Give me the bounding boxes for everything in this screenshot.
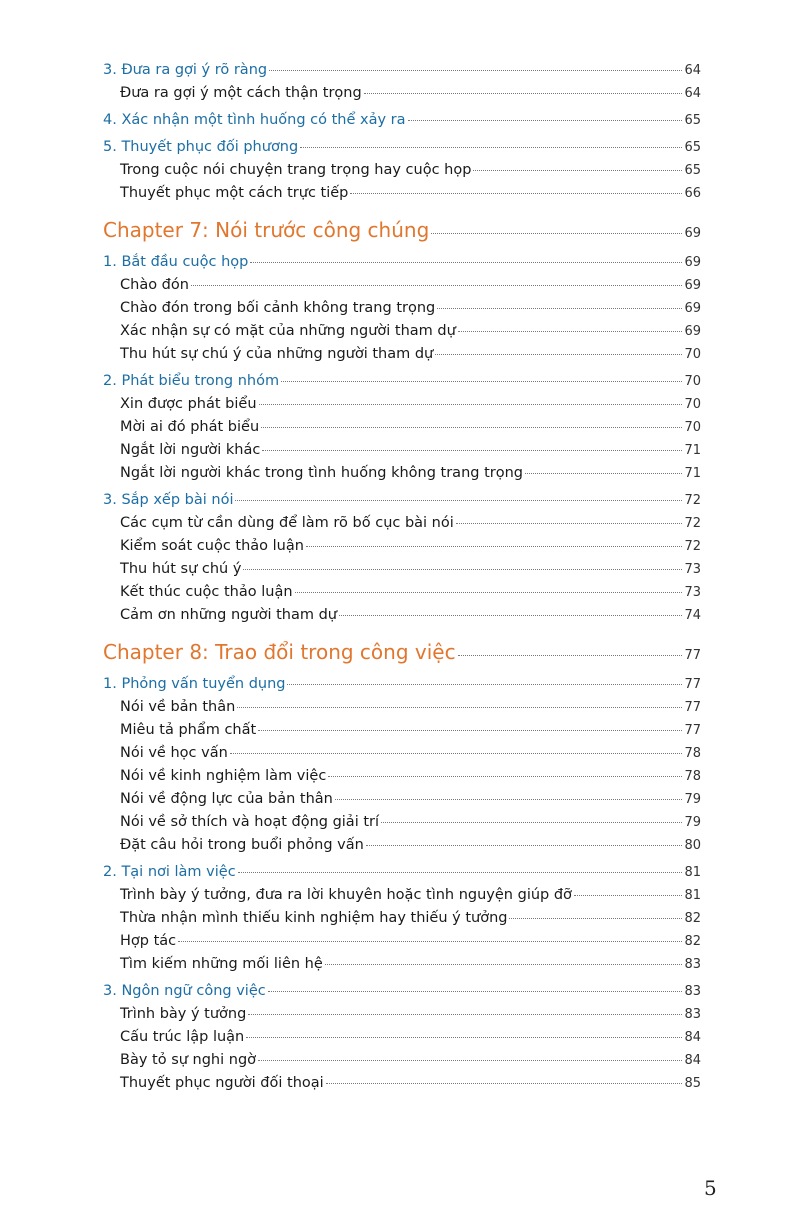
- toc-item[interactable]: [103, 465, 701, 488]
- dot-leader: [281, 381, 682, 382]
- toc-entry-title: 2. Tại nơi làm việc: [103, 864, 236, 880]
- toc-entry-page: 69: [684, 278, 701, 293]
- toc-entry-page: 80: [684, 838, 701, 853]
- toc-entry-title: Thu hút sự chú ý: [120, 561, 242, 577]
- toc-entry-page: 79: [684, 815, 701, 830]
- toc-entry-title: 2. Phát biểu trong nhóm: [103, 373, 280, 389]
- toc-entry-page: 77: [684, 648, 701, 663]
- toc-entry-title: Thu hút sự chú ý của những người tham dự: [120, 346, 434, 362]
- toc-entry-page: 69: [684, 324, 701, 339]
- toc-item[interactable]: [103, 910, 701, 933]
- dot-leader: [248, 1014, 682, 1015]
- toc-entry-title: Trình bày ý tưởng, đưa ra lời khuyên hoặc tình nguyện giúp đỡ: [120, 887, 572, 903]
- toc-item[interactable]: [103, 584, 701, 607]
- toc-entry-title: 1. Phỏng vấn tuyển dụng: [103, 676, 286, 692]
- toc-item[interactable]: [103, 768, 701, 791]
- dot-leader: [238, 872, 683, 873]
- toc-entry-page: 73: [684, 585, 701, 600]
- toc-entry-page: 77: [684, 723, 701, 738]
- dot-leader: [525, 473, 682, 474]
- toc-item[interactable]: [103, 277, 701, 300]
- toc-entry-page: 65: [684, 163, 701, 178]
- dot-leader: [350, 193, 682, 194]
- toc-entry-title: Đưa ra gợi ý một cách thận trọng: [120, 85, 362, 101]
- dot-leader: [237, 707, 682, 708]
- toc-entry-page: 70: [684, 397, 701, 412]
- toc-item[interactable]: [103, 346, 701, 369]
- toc-entry-page: 73: [684, 562, 701, 577]
- toc-entry-title: Cảm ơn những người tham dự: [120, 607, 337, 623]
- toc-entry-page: 81: [684, 888, 701, 903]
- toc-entry-title: Đặt câu hỏi trong buổi phỏng vấn: [120, 837, 364, 853]
- toc-entry-title: 4. Xác nhận một tình huống có thể xảy ra: [103, 112, 406, 128]
- toc-entry-title: Xác nhận sự có mặt của những người tham dự: [120, 323, 456, 339]
- toc-item[interactable]: [103, 837, 701, 860]
- dot-leader: [250, 262, 682, 263]
- toc-entry-page: 77: [684, 677, 701, 692]
- toc-item[interactable]: [103, 956, 701, 979]
- dot-leader: [408, 120, 683, 121]
- toc-item[interactable]: [103, 162, 701, 185]
- toc-entry-page: 64: [684, 86, 701, 101]
- toc-entry-title: Nói về học vấn: [120, 745, 228, 761]
- toc-item[interactable]: [103, 887, 701, 910]
- page-number: 5: [704, 1176, 717, 1200]
- toc-entry-title: Nói về sở thích và hoạt động giải trí: [120, 814, 380, 830]
- dot-leader: [574, 895, 683, 896]
- toc-entry-title: Miêu tả phẩm chất: [120, 722, 257, 738]
- toc-item[interactable]: [103, 300, 701, 323]
- toc-entry-title: Thừa nhận mình thiếu kinh nghiệm hay thiếu ý tưởng: [120, 910, 508, 926]
- dot-leader: [458, 331, 683, 332]
- toc-entry-page: 83: [684, 1007, 701, 1022]
- dot-leader: [381, 822, 682, 823]
- dot-leader: [306, 546, 683, 547]
- toc-entry-page: 84: [684, 1030, 701, 1045]
- toc-item[interactable]: [103, 814, 701, 837]
- toc-entry-page: 85: [684, 1076, 701, 1091]
- toc-entry-page: 65: [684, 113, 701, 128]
- dot-leader: [431, 233, 682, 234]
- toc-entry-title: 3. Ngôn ngữ công việc: [103, 983, 266, 999]
- dot-leader: [269, 70, 682, 71]
- toc-entry-page: 65: [684, 140, 701, 155]
- toc-entry-title: Chào đón trong bối cảnh không trang trọng: [120, 300, 436, 316]
- toc-entry-title: Chapter 8: Trao đổi trong công việc: [103, 640, 456, 664]
- toc-entry-page: 69: [684, 255, 701, 270]
- dot-leader: [366, 845, 683, 846]
- toc-entry-title: Nói về động lực của bản thân: [120, 791, 333, 807]
- toc-item[interactable]: [103, 699, 701, 722]
- toc-section[interactable]: [103, 62, 701, 85]
- toc-entry-title: Trình bày ý tưởng: [120, 1006, 247, 1022]
- toc-entry-title: Nói về kinh nghiệm làm việc: [120, 768, 327, 784]
- toc-entry-page: 82: [684, 934, 701, 949]
- toc-section[interactable]: [103, 492, 701, 515]
- toc-entry-title: 1. Bắt đầu cuộc họp: [103, 254, 249, 270]
- dot-leader: [339, 615, 682, 616]
- toc-entry-title: Ngắt lời người khác trong tình huống không trang trọng: [120, 465, 523, 481]
- toc-entry-title: Ngắt lời người khác: [120, 442, 261, 458]
- toc-entry-page: 70: [684, 347, 701, 362]
- dot-leader: [435, 354, 682, 355]
- toc-item[interactable]: [103, 185, 701, 208]
- toc-item[interactable]: [103, 607, 701, 630]
- toc-item[interactable]: [103, 323, 701, 346]
- dot-leader: [456, 523, 683, 524]
- toc-entry-title: Chapter 7: Nói trước công chúng: [103, 218, 430, 242]
- toc-entry-page: 72: [684, 493, 701, 508]
- toc-entry-page: 78: [684, 746, 701, 761]
- toc-entry-page: 66: [684, 186, 701, 201]
- dot-leader: [268, 991, 683, 992]
- toc-entry-page: 72: [684, 539, 701, 554]
- toc-entry-page: 77: [684, 700, 701, 715]
- toc-entry-title: Chào đón: [120, 277, 189, 293]
- toc-item[interactable]: [103, 1029, 701, 1052]
- toc-entry-page: 70: [684, 420, 701, 435]
- toc-entry-title: Thuyết phục người đối thoại: [120, 1075, 324, 1091]
- toc-entry-page: 83: [684, 957, 701, 972]
- toc-item[interactable]: [103, 396, 701, 419]
- toc-item[interactable]: [103, 1052, 701, 1075]
- toc-section[interactable]: [103, 676, 701, 699]
- toc-item[interactable]: [103, 561, 701, 584]
- toc-entry-title: Các cụm từ cần dùng để làm rõ bố cục bài nói: [120, 515, 454, 531]
- table-of-contents: [103, 62, 701, 1098]
- toc-section[interactable]: [103, 864, 701, 887]
- toc-entry-title: Hợp tác: [120, 933, 177, 949]
- dot-leader: [458, 655, 683, 656]
- toc-entry-page: 82: [684, 911, 701, 926]
- toc-entry-page: 72: [684, 516, 701, 531]
- dot-leader: [258, 1060, 682, 1061]
- toc-item[interactable]: [103, 85, 701, 108]
- dot-leader: [191, 285, 683, 286]
- toc-entry-page: 69: [684, 226, 701, 241]
- dot-leader: [178, 941, 682, 942]
- toc-item[interactable]: [103, 745, 701, 768]
- toc-item[interactable]: [103, 1075, 701, 1098]
- toc-entry-page: 81: [684, 865, 701, 880]
- toc-entry-page: 74: [684, 608, 701, 623]
- dot-leader: [326, 1083, 683, 1084]
- dot-leader: [364, 93, 683, 94]
- toc-entry-title: Kết thúc cuộc thảo luận: [120, 584, 293, 600]
- toc-entry-title: Bày tỏ sự nghi ngờ: [120, 1052, 257, 1068]
- dot-leader: [287, 684, 682, 685]
- dot-leader: [261, 427, 682, 428]
- toc-item[interactable]: [103, 791, 701, 814]
- dot-leader: [230, 753, 683, 754]
- toc-chapter[interactable]: [103, 218, 701, 250]
- toc-chapter[interactable]: [103, 640, 701, 672]
- dot-leader: [246, 1037, 682, 1038]
- toc-entry-title: 5. Thuyết phục đối phương: [103, 139, 299, 155]
- toc-entry-title: Mời ai đó phát biểu: [120, 419, 260, 435]
- toc-item[interactable]: [103, 1006, 701, 1029]
- toc-entry-title: Tìm kiếm những mối liên hệ: [120, 956, 323, 972]
- toc-entry-page: 79: [684, 792, 701, 807]
- dot-leader: [243, 569, 682, 570]
- toc-item[interactable]: [103, 442, 701, 465]
- dot-leader: [328, 776, 682, 777]
- dot-leader: [235, 500, 682, 501]
- toc-entry-title: Kiểm soát cuộc thảo luận: [120, 538, 304, 554]
- toc-entry-title: Cấu trúc lập luận: [120, 1029, 245, 1045]
- toc-entry-page: 83: [684, 984, 701, 999]
- toc-entry-page: 71: [684, 443, 701, 458]
- toc-entry-title: 3. Đưa ra gợi ý rõ ràng: [103, 62, 268, 78]
- toc-entry-page: 84: [684, 1053, 701, 1068]
- dot-leader: [509, 918, 682, 919]
- toc-entry-title: 3. Sắp xếp bài nói: [103, 492, 234, 508]
- dot-leader: [300, 147, 682, 148]
- toc-section[interactable]: [103, 139, 701, 162]
- dot-leader: [335, 799, 683, 800]
- toc-section[interactable]: [103, 373, 701, 396]
- toc-entry-page: 64: [684, 63, 701, 78]
- toc-entry-page: 70: [684, 374, 701, 389]
- toc-item[interactable]: [103, 515, 701, 538]
- toc-entry-title: Trong cuộc nói chuyện trang trọng hay cuộc họp: [120, 162, 472, 178]
- toc-item[interactable]: [103, 538, 701, 561]
- dot-leader: [259, 404, 683, 405]
- dot-leader: [258, 730, 682, 731]
- toc-entry-title: Nói về bản thân: [120, 699, 236, 715]
- dot-leader: [262, 450, 682, 451]
- toc-section[interactable]: [103, 254, 701, 277]
- toc-item[interactable]: [103, 722, 701, 745]
- toc-item[interactable]: [103, 933, 701, 956]
- dot-leader: [325, 964, 683, 965]
- toc-section[interactable]: [103, 983, 701, 1006]
- toc-entry-title: Xin được phát biểu: [120, 396, 257, 412]
- dot-leader: [473, 170, 682, 171]
- toc-entry-title: Thuyết phục một cách trực tiếp: [120, 185, 349, 201]
- toc-entry-page: 71: [684, 466, 701, 481]
- toc-item[interactable]: [103, 419, 701, 442]
- toc-entry-page: 78: [684, 769, 701, 784]
- dot-leader: [295, 592, 683, 593]
- dot-leader: [437, 308, 682, 309]
- toc-section[interactable]: [103, 112, 701, 135]
- toc-entry-page: 69: [684, 301, 701, 316]
